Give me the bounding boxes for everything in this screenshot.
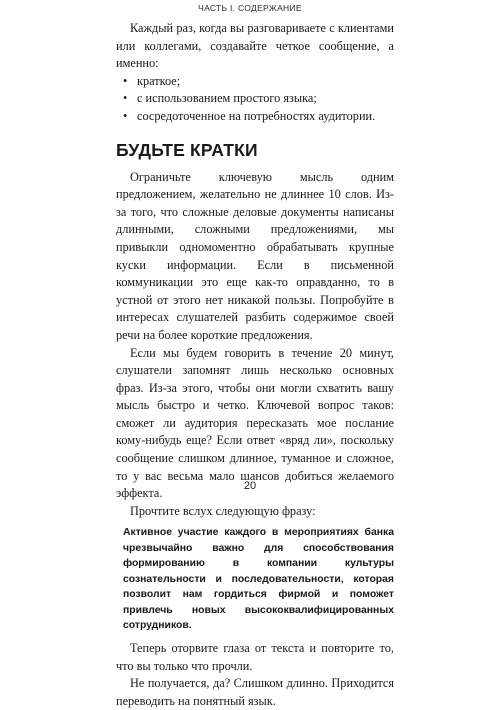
section-heading: БУДЬТЕ КРАТКИ [116, 139, 258, 160]
body-paragraph: Если мы будем говорить в течение 20 минут, слушатели запомнят лишь несколько основных фраз. Из-за этого, чтобы они могли схватить вашу мысль быстро и четко. Ключевой вопрос таков: сможет ли аудитория пересказать мое послание кому-нибудь еще? Если ответ «вряд ли», поскольку сообщение слишком длинное, туманное и сложное, то у вас весьма мало шансов добиться желаемого эффекта. [116, 345, 394, 501]
body-paragraph: Прочтите вслух следующую фразу: [130, 503, 316, 518]
page-content [116, 20, 394, 710]
body-paragraph: Не получается, да? Слишком длинно. Приходится переводить на понятный язык. [116, 676, 394, 708]
list-item-text: сосредоточенное на потребностях аудитории. [137, 108, 376, 123]
list-item-text: краткое; [137, 73, 181, 88]
body-paragraph: Ограничьте ключевую мысль одним предложением, желательно не длиннее 10 слов. Из-за того, что сложные деловые документы написаны длинными, сложными предложениями, мы привыкли одномоментно обрабатывать крупные куски информации. Если в письменной коммуникации это еще как-то оправданно, то в устной от этого нет никакой пользы. Попробуйте в интересах слушателей разбить содержимое своей речи на более короткие предложения. [116, 169, 394, 342]
list-item [123, 90, 394, 108]
page-number: 20 [243, 480, 257, 492]
example-quote: Активное участие каждого в мероприятиях банка чрезвычайно важно для способствования формированию в компании культуры сознательности и последовательности, которая позволит нам гордиться фирмой и поможет привлечь новых высококвалифицированных сотрудников. [123, 527, 394, 632]
bullet-icon: • [123, 108, 128, 123]
bullet-icon: • [123, 73, 128, 88]
bullet-icon: • [123, 91, 128, 106]
intro-paragraph: Каждый раз, когда вы разговариваете с клиентами или коллегами, создавайте четкое сообщение, а именно: [116, 21, 394, 71]
list-item-text: с использованием простого языка; [137, 91, 317, 106]
body-paragraph: Теперь оторвите глаза от текста и повторите то, что вы только что прочли. [116, 640, 394, 673]
list-item [123, 73, 394, 91]
bullet-list [116, 73, 394, 126]
list-item [123, 108, 394, 126]
running-head: ЧАСТЬ I. СОДЕРЖАНИЕ [198, 3, 302, 13]
